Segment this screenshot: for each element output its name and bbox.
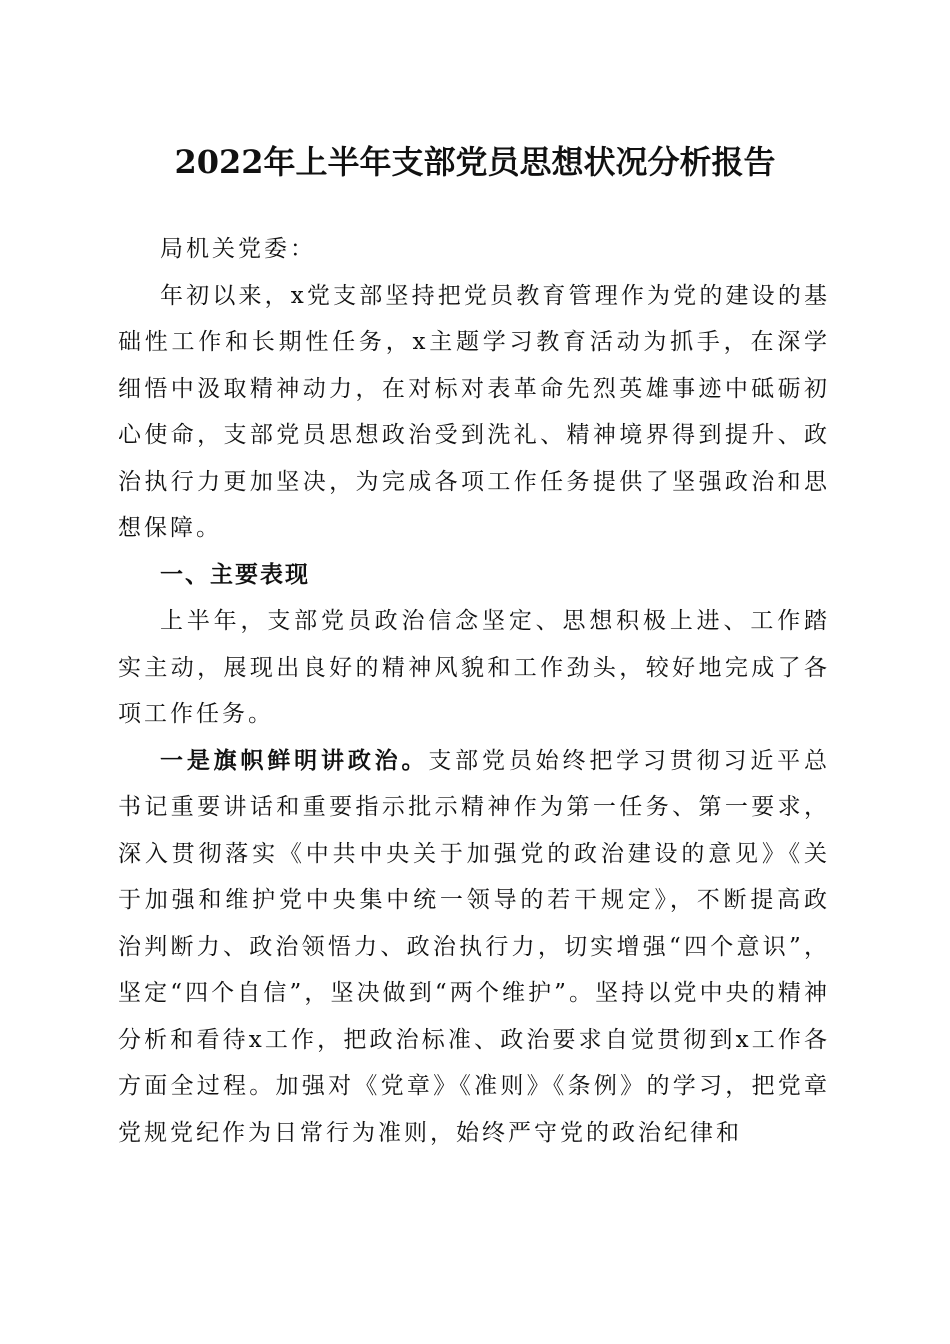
point-text: 支部党员始终把学习贯彻习近平总书记重要讲话和重要指示批示精神作为第一任务、第一要求，深入贯彻落实《中共中央关于加强党的政治建设的意见》《关于加强和维护党中央集中统一领导的若干规定》，不断提高政治判断力、政治领悟力、政治执行力，切实增强“四个意识”，坚定“四个自信”，坚决做到“两个维护”。坚持以党中央的精神分析和看待x工作，把政治标准、政治要求自觉贯彻到x工作各方面全过程。加强对《党章》《准则》《条例》的学习，把党章党规党纪作为日常行为准则，始终严守党的政治纪律和 [118,747,831,1146]
point-paragraph [118,738,830,1157]
section-summary-paragraph: 上半年，支部党员政治信念坚定、思想积极上进、工作踏实主动，展现出良好的精神风貌和工作劲头，较好地完成了各项工作任务。 [118,608,830,727]
section-heading: 一、主要表现 [160,561,310,588]
document-body [118,226,830,1156]
point-lead: 一是旗帜鲜明讲政治。 [160,746,429,774]
document-title: 2022年上半年支部党员思想状况分析报告 [174,143,776,181]
intro-paragraph: 年初以来，x党支部坚持把党员教育管理作为党的建设的基础性工作和长期性任务，x主题学习教育活动为抓手，在深学细悟中汲取精神动力，在对标对表革命先烈英雄事迹中砥砺初心使命，支部党员思想政治受到洗礼、精神境界得到提升、政治执行力更加坚决，为完成各项工作任务提供了坚强政治和思想保障。 [118,282,830,541]
salutation: 局机关党委： [160,236,316,262]
